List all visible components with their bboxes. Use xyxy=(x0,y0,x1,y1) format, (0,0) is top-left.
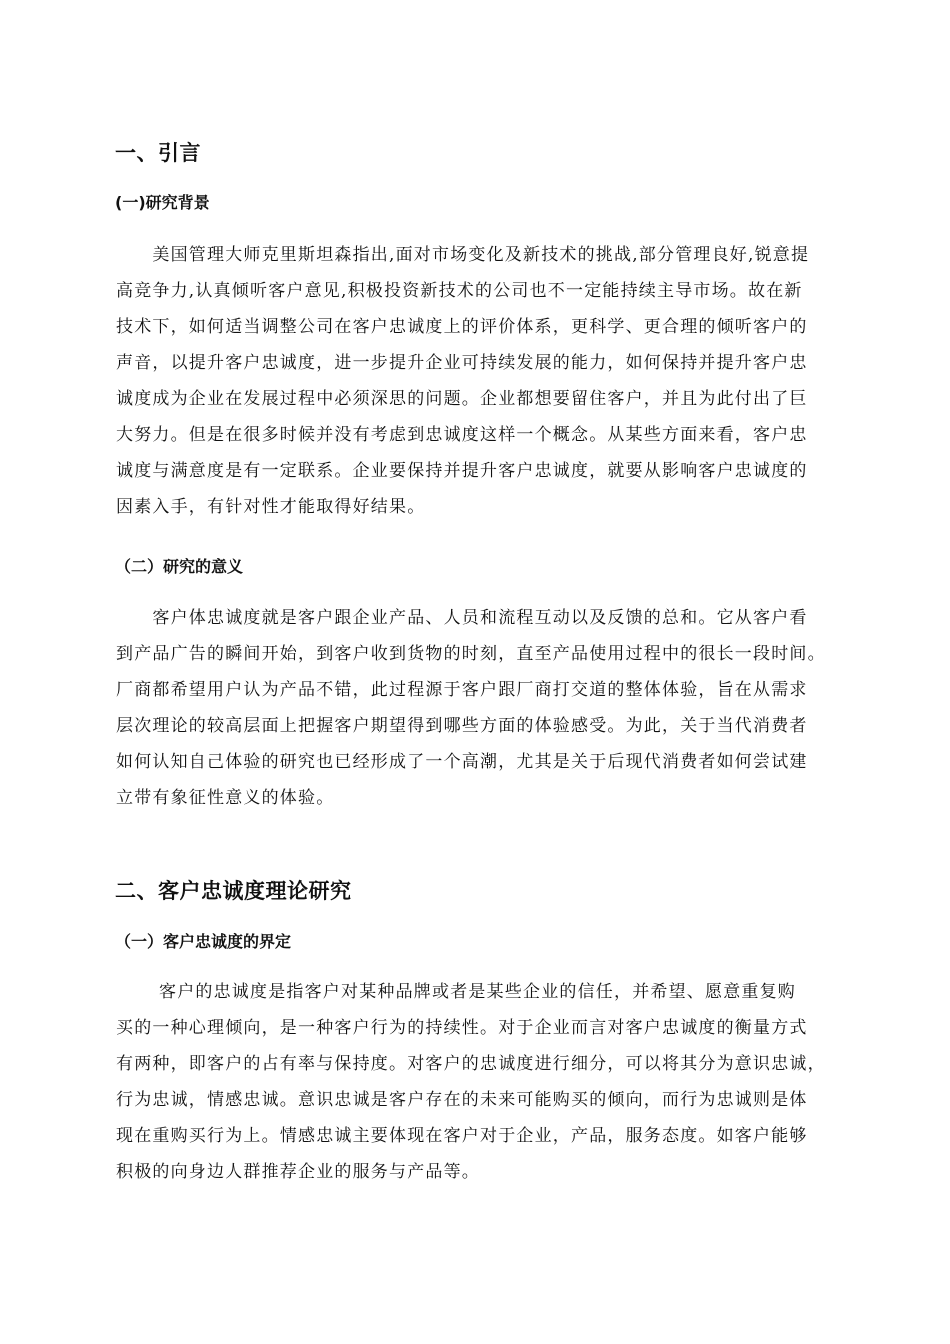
section-1-heading: 一、引言 xyxy=(115,141,201,165)
paragraph-line: 行为忠诚，情感忠诚。意识忠诚是客户存在的未来可能购买的倾向，而行为忠诚则是体 xyxy=(116,1090,808,1110)
paragraph-line: 现在重购买行为上。情感忠诚主要体现在客户对于企业，产品，服务态度。如客户能够 xyxy=(116,1126,808,1146)
paragraph-line: 高竞争力,认真倾听客户意见,积极投资新技术的公司也不一定能持续主导市场。故在新 xyxy=(116,281,803,301)
paragraph-line: 声音，以提升客户忠诚度，进一步提升企业可持续发展的能力，如何保持并提升客户忠 xyxy=(116,353,808,373)
paragraph-line: 立带有象征性意义的体验。 xyxy=(116,788,335,808)
subsection-1-1-heading: (一)研究背景 xyxy=(115,193,210,212)
paragraph-line: 有两种，即客户的占有率与保持度。对客户的忠诚度进行细分，可以将其分为意识忠诚， xyxy=(116,1054,826,1074)
paragraph-line: 厂商都希望用户认为产品不错，此过程源于客户跟厂商打交道的整体体验，旨在从需求 xyxy=(116,680,808,700)
paragraph-line: 美国管理大师克里斯坦森指出,面对市场变化及新技术的挑战,部分管理良好,锐意提 xyxy=(116,245,810,265)
paragraph-line: 买的一种心理倾向，是一种客户行为的持续性。对于企业而言对客户忠诚度的衡量方式 xyxy=(116,1018,808,1038)
paragraph-line: 客户体忠诚度就是客户跟企业产品、人员和流程互动以及反馈的总和。它从客户看 xyxy=(116,608,808,628)
paragraph-research-background xyxy=(116,237,861,525)
paragraph-line: 诚度成为企业在发展过程中必须深思的问题。企业都想要留住客户，并且为此付出了巨 xyxy=(116,389,808,409)
subsection-1-2-heading: （二）研究的意义 xyxy=(115,557,244,576)
paragraph-line: 层次理论的较高层面上把握客户期望得到哪些方面的体验感受。为此，关于当代消费者 xyxy=(116,716,808,736)
paragraph-line: 因素入手，有针对性才能取得好结果。 xyxy=(116,497,426,517)
subsection-2-1-heading: （一）客户忠诚度的界定 xyxy=(115,932,292,951)
paragraph-line: 积极的向身边人群推荐企业的服务与产品等。 xyxy=(116,1162,480,1182)
section-2-heading: 二、客户忠诚度理论研究 xyxy=(115,879,352,903)
paragraph-line: 如何认知自己体验的研究也已经形成了一个高潮，尤其是关于后现代消费者如何尝试建 xyxy=(116,752,808,772)
paragraph-research-significance xyxy=(116,600,861,816)
paragraph-line: 客户的忠诚度是指客户对某种品牌或者是某些企业的信任，并希望、愿意重复购 xyxy=(116,982,797,1002)
paragraph-line: 诚度与满意度是有一定联系。企业要保持并提升客户忠诚度，就要从影响客户忠诚度的 xyxy=(116,461,808,481)
paragraph-line: 大努力。但是在很多时候并没有考虑到忠诚度这样一个概念。从某些方面来看，客户忠 xyxy=(116,425,808,445)
paragraph-line: 到产品广告的瞬间开始，到客户收到货物的时刻，直至产品使用过程中的很长一段时间。 xyxy=(116,644,826,664)
paragraph-loyalty-definition xyxy=(116,974,861,1190)
paragraph-line: 技术下，如何适当调整公司在客户忠诚度上的评价体系，更科学、更合理的倾听客户的 xyxy=(116,317,808,337)
